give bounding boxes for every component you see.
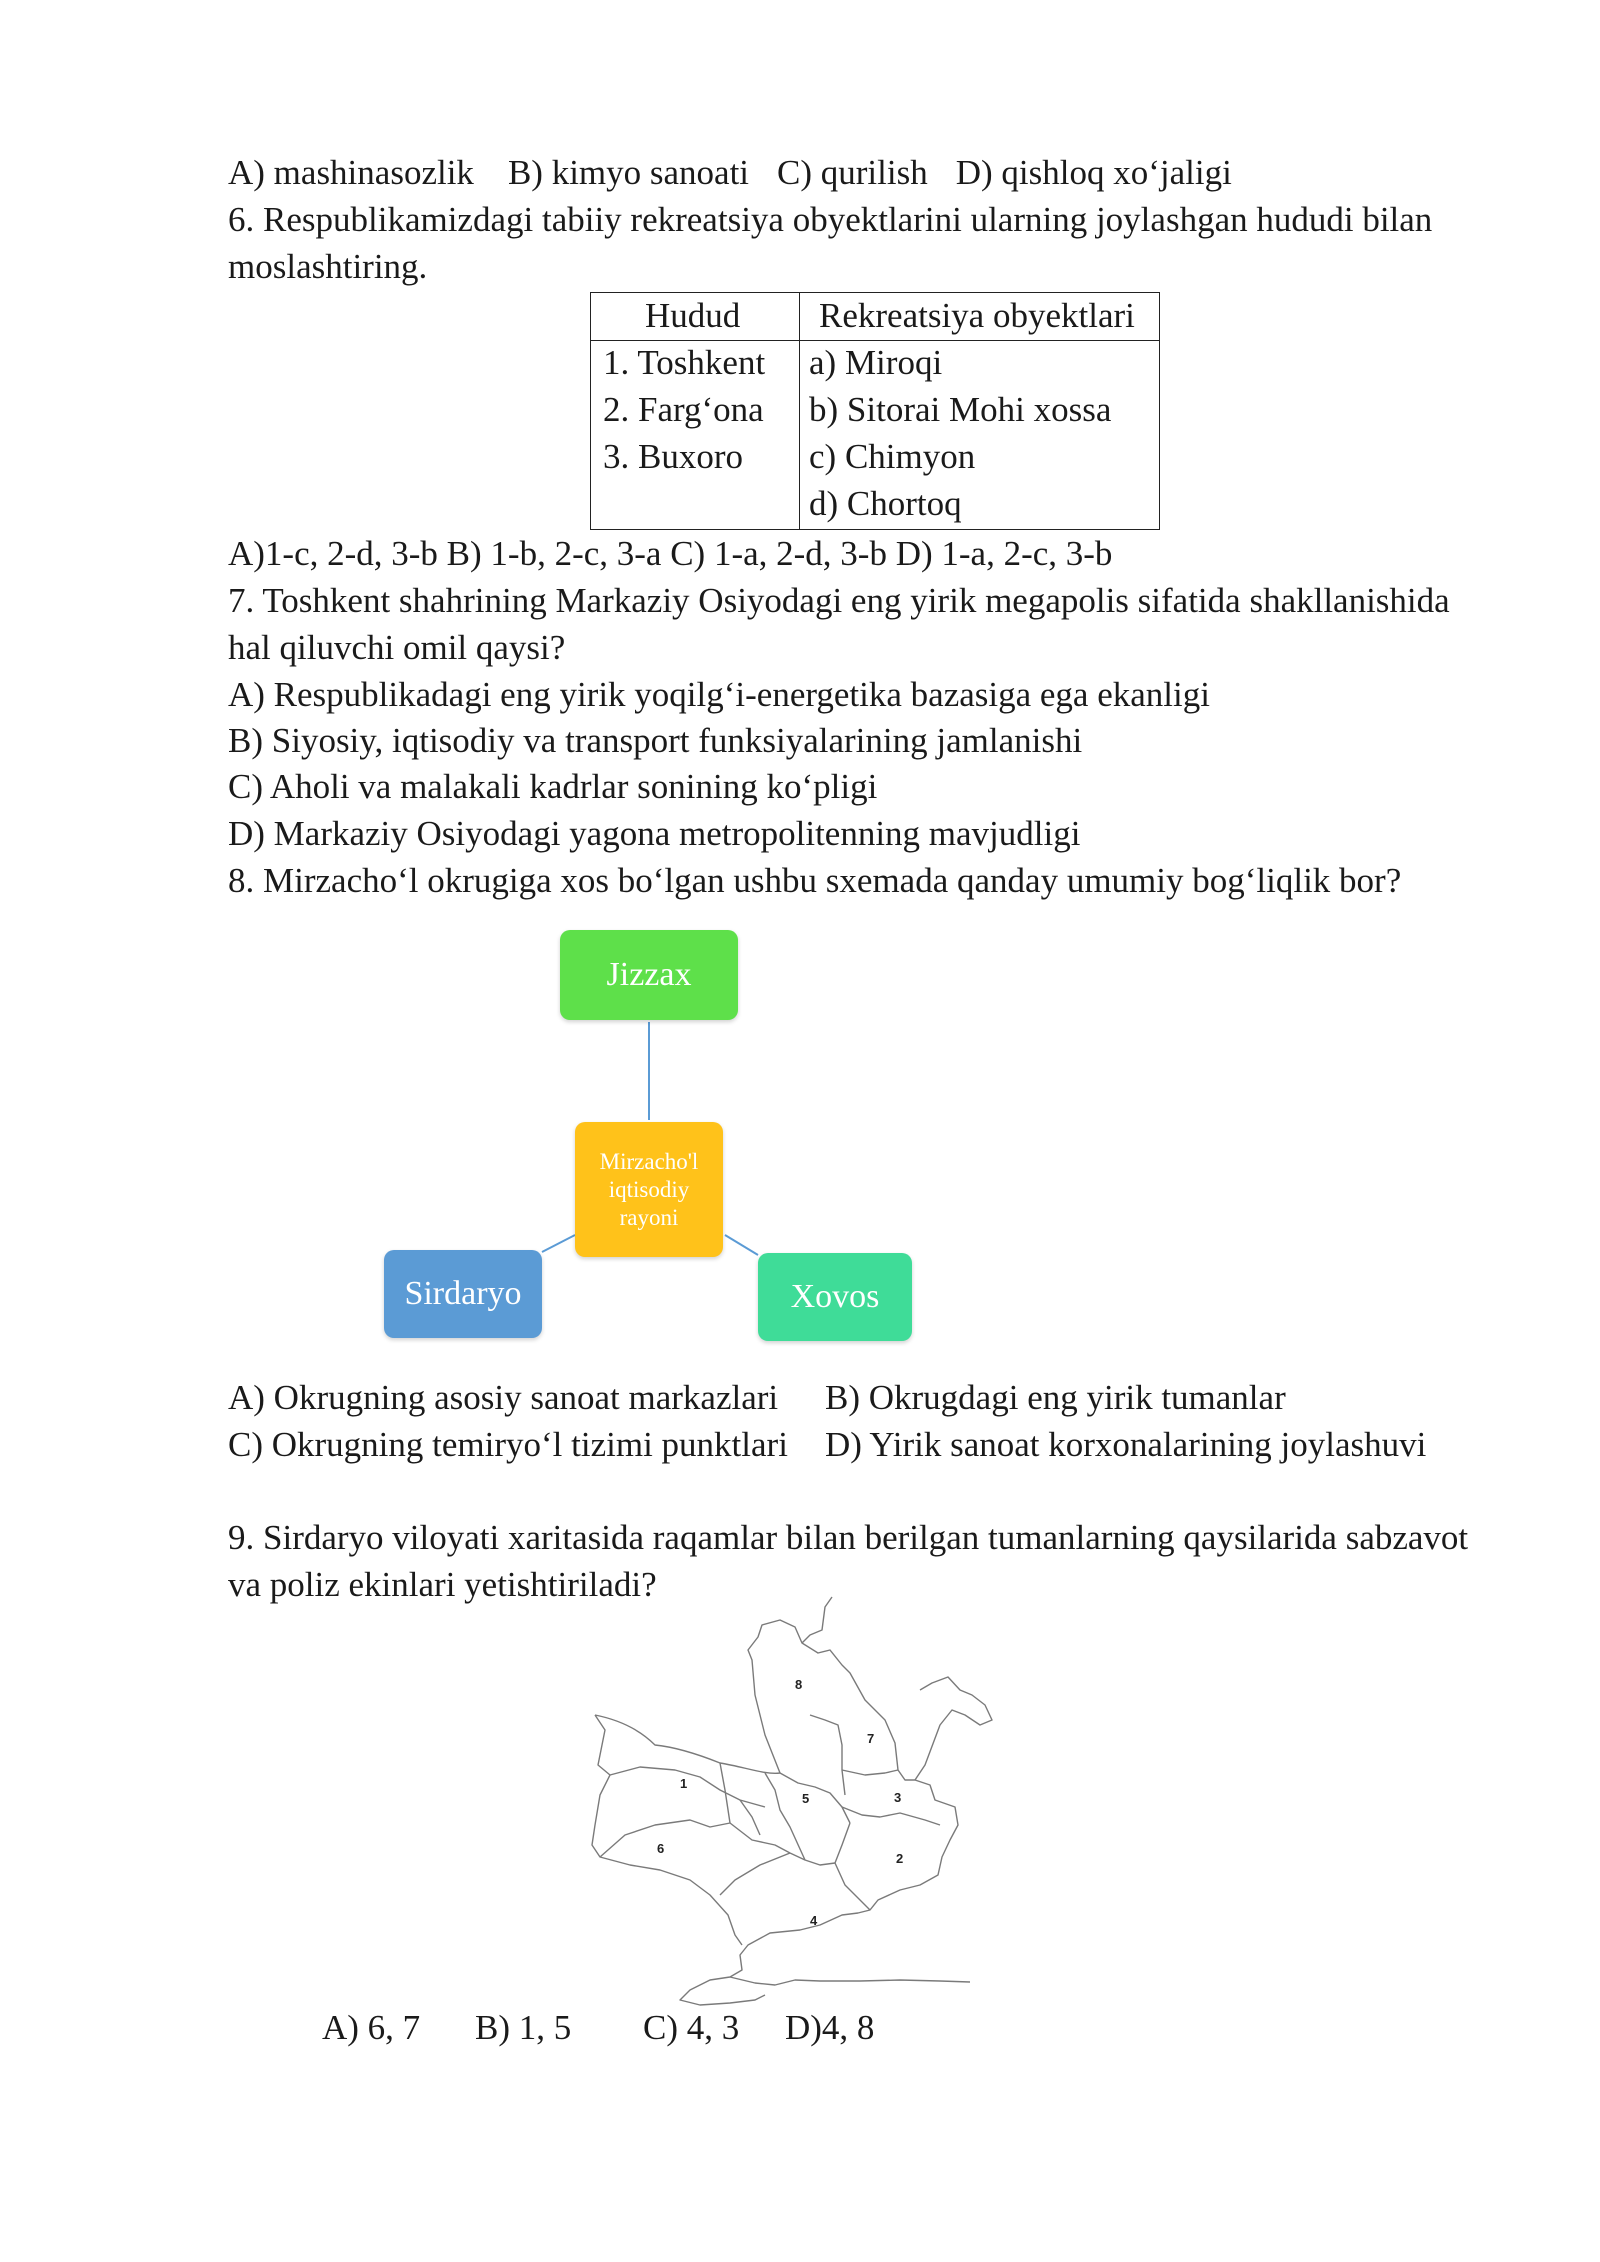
q8-option-a: A) Okrugning asosiy sanoat markazlari (228, 1378, 779, 1417)
map-label-5: 5 (802, 1791, 810, 1806)
diagram-node-xovos (758, 1253, 912, 1341)
map-label-3: 3 (894, 1790, 902, 1805)
q7-option-b: B) Siyosiy, iqtisodiy va transport funksiyalarining jamlanishi (228, 721, 1083, 760)
q7-question-line1: 7. Toshkent shahrining Markaziy Osiyodagi eng yirik megapolis sifatida shakllanishida (228, 581, 1450, 620)
map-label-6: 6 (657, 1841, 665, 1856)
q6-question-line1: 6. Respublikamizdagi tabiiy rekreatsiya obyektlarini ularning joylashgan hududi bilan (228, 200, 1433, 239)
table-right-b: b) Sitorai Mohi xossa (809, 390, 1112, 429)
q7-question-line2: hal qiluvchi omil qaysi? (228, 628, 566, 667)
q6-question-line2: moslashtiring. (228, 247, 428, 286)
q5-option-a: A) mashinasozlik (228, 153, 474, 192)
diagram-node-mirzachol (575, 1122, 723, 1257)
q9-option-d: D)4, 8 (785, 2008, 875, 2047)
map-label-8: 8 (795, 1677, 803, 1692)
q7-option-d: D) Markaziy Osiyodagi yagona metropolitenning mavjudligi (228, 814, 1081, 853)
q9-question-line2: va poliz ekinlari yetishtiriladi? (228, 1565, 657, 1604)
q9-sirdaryo-map (580, 1595, 1120, 2025)
node-label-sirdaryo: Sirdaryo (404, 1275, 522, 1312)
q9-question-line1: 9. Sirdaryo viloyati xaritasida raqamlar bilan berilgan tumanlarning qaysilarida sabzavot (228, 1518, 1469, 1557)
table-left-1: 1. Toshkent (603, 343, 766, 382)
q6-answers: A)1-c, 2-d, 3-b B) 1-b, 2-c, 3-a C) 1-a, 2-d, 3-b D) 1-a, 2-c, 3-b (228, 534, 1113, 573)
center-label-line1: Mirzacho'l (599, 1148, 699, 1174)
table-right-a: a) Miroqi (809, 343, 943, 382)
center-label-line3: rayoni (619, 1204, 679, 1230)
q5-option-d: D) qishloq xo‘jaligi (955, 153, 1232, 192)
table-right-c: c) Chimyon (809, 437, 976, 476)
map-label-2: 2 (896, 1851, 904, 1866)
q8-question: 8. Mirzacho‘l okrugiga xos bo‘lgan ushbu sxemada qanday umumiy bog‘liqlik bor? (228, 861, 1402, 900)
q8-option-d: D) Yirik sanoat korxonalarining joylashuvi (825, 1425, 1427, 1464)
center-label-line2: iqtisodiy (608, 1176, 690, 1202)
q5-option-b: B) kimyo sanoati (507, 153, 750, 192)
map-label-7: 7 (867, 1731, 875, 1746)
q7-option-a: A) Respublikadagi eng yirik yoqilg‘i-energetika bazasiga ega ekanligi (228, 675, 1210, 714)
q9-option-a: A) 6, 7 (322, 2008, 421, 2047)
q9-option-b: B) 1, 5 (475, 2008, 572, 2047)
table-left-2: 2. Farg‘ona (603, 390, 764, 429)
q8-option-b: B) Okrugdagi eng yirik tumanlar (825, 1378, 1286, 1417)
diagram-node-jizzax (560, 930, 738, 1020)
node-label-xovos: Xovos (790, 1278, 880, 1315)
map-label-1: 1 (680, 1776, 688, 1791)
q8-option-c: C) Okrugning temiryo‘l tizimi punktlari (228, 1425, 788, 1464)
q5-option-c: C) qurilish (777, 153, 928, 192)
map-label-4: 4 (810, 1913, 818, 1928)
table-header-objects: Rekreatsiya obyektlari (819, 296, 1135, 335)
q9-option-c: C) 4, 3 (643, 2008, 740, 2047)
table-left-3: 3. Buxoro (603, 437, 743, 476)
node-label-jizzax: Jizzax (606, 956, 692, 993)
table-header-hudud: Hudud (645, 296, 741, 335)
table-right-d: d) Chortoq (809, 484, 962, 523)
diagram-node-sirdaryo (384, 1250, 542, 1338)
q7-option-c: C) Aholi va malakali kadrlar sonining ko‘pligi (228, 767, 878, 806)
